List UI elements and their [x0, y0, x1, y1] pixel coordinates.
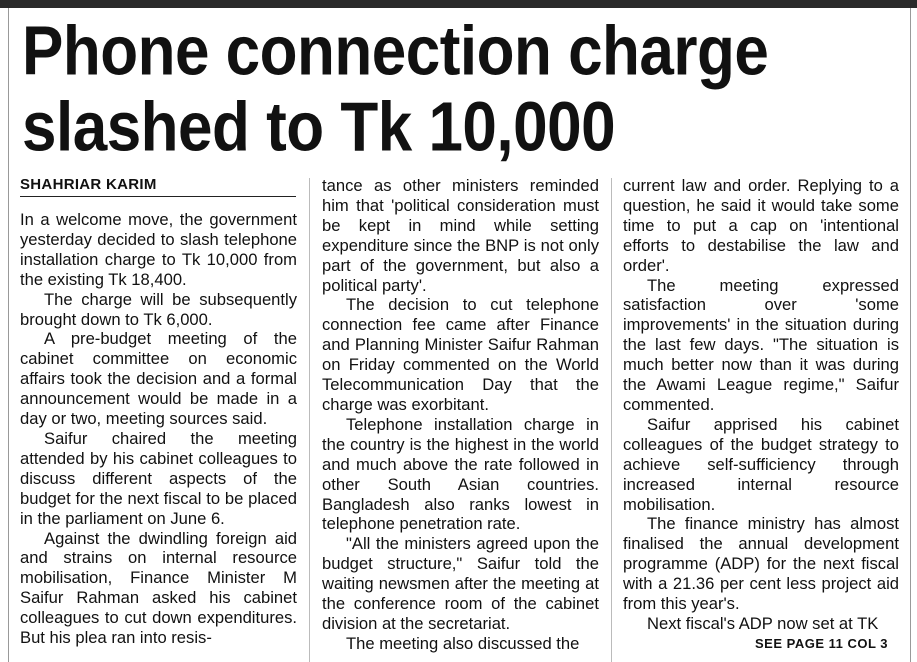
continuation-jump-line: SEE PAGE 11 COL 3 [755, 636, 889, 651]
right-border-rule [910, 8, 911, 662]
paragraph: Against the dwindling foreign aid and strains on internal resource mobilisation, Finance Minister M Saifur Rahman asked his cabinet colleagues to cut down expenditures. But his plea ran into resis- [20, 528, 297, 648]
paragraph: Telephone installation charge in the country is the highest in the world and much above the rate followed in other South Asian countries. Bangladesh also ranks lowest in telephone penetration rate. [322, 414, 599, 534]
paragraph: Saifur chaired the meeting attended by his cabinet colleagues to discuss different aspects of the budget for the next fiscal to be placed in the parliament on June 6. [20, 428, 297, 528]
headline [22, 14, 902, 166]
left-border-rule [8, 8, 9, 662]
paragraph: A pre-budget meeting of the cabinet committee on economic affairs took the decision and a formal announcement would be made in a day or two, meeting sources said. [20, 329, 297, 429]
paragraph: current law and order. Replying to a question, he said it would take some time to put a cap on 'intentional efforts to destabilise the law and order'. [623, 176, 899, 275]
paragraph: The charge will be subsequently brought down to Tk 6,000. [20, 289, 297, 329]
article-column-1 [20, 210, 297, 648]
column-divider [611, 178, 612, 662]
top-border-rule [0, 0, 917, 8]
paragraph: The decision to cut telephone connection fee came after Finance and Planning Minister Saifur Rahman on Friday commented on the World Telecommunication Day that the charge was exorbitant. [322, 295, 599, 414]
headline-line-2: slashed to Tk 10,000 [22, 89, 616, 167]
column-divider [309, 178, 310, 662]
paragraph: In a welcome move, the government yesterday decided to slash telephone installation charge to Tk 10,000 from the existing Tk 18,400. [20, 210, 297, 289]
paragraph: The meeting expressed satisfaction over 'some improvements' in the situation during the last few days. "The situation is much better now than it was during the Awami League regime," Saifur commented. [623, 275, 899, 414]
paragraph: Next fiscal's ADP now set at TK [647, 613, 879, 633]
article-column-2 [322, 176, 599, 654]
paragraph: The meeting also discussed the [346, 633, 580, 653]
article-column-3 [623, 176, 899, 634]
paragraph: "All the ministers agreed upon the budget structure," Saifur told the waiting newsmen after the meeting at the conference room of the cabinet division at the secretariat. [322, 534, 599, 633]
paragraph: tance as other ministers reminded him that 'political consideration must be kept in mind while setting expenditure since the BNP is not only part of the government, but also a political party'. [322, 176, 599, 295]
paragraph: Saifur apprised his cabinet colleagues of the budget strategy to achieve self-sufficiency through increased internal resource mobilisation. [623, 414, 899, 514]
headline-line-1: Phone connection charge [22, 12, 769, 91]
paragraph: The finance ministry has almost finalised the annual development programme (ADP) for the next fiscal with a 21.36 per cent less project aid from this year's. [623, 514, 899, 614]
byline: SHAHRIAR KARIM [20, 176, 296, 197]
